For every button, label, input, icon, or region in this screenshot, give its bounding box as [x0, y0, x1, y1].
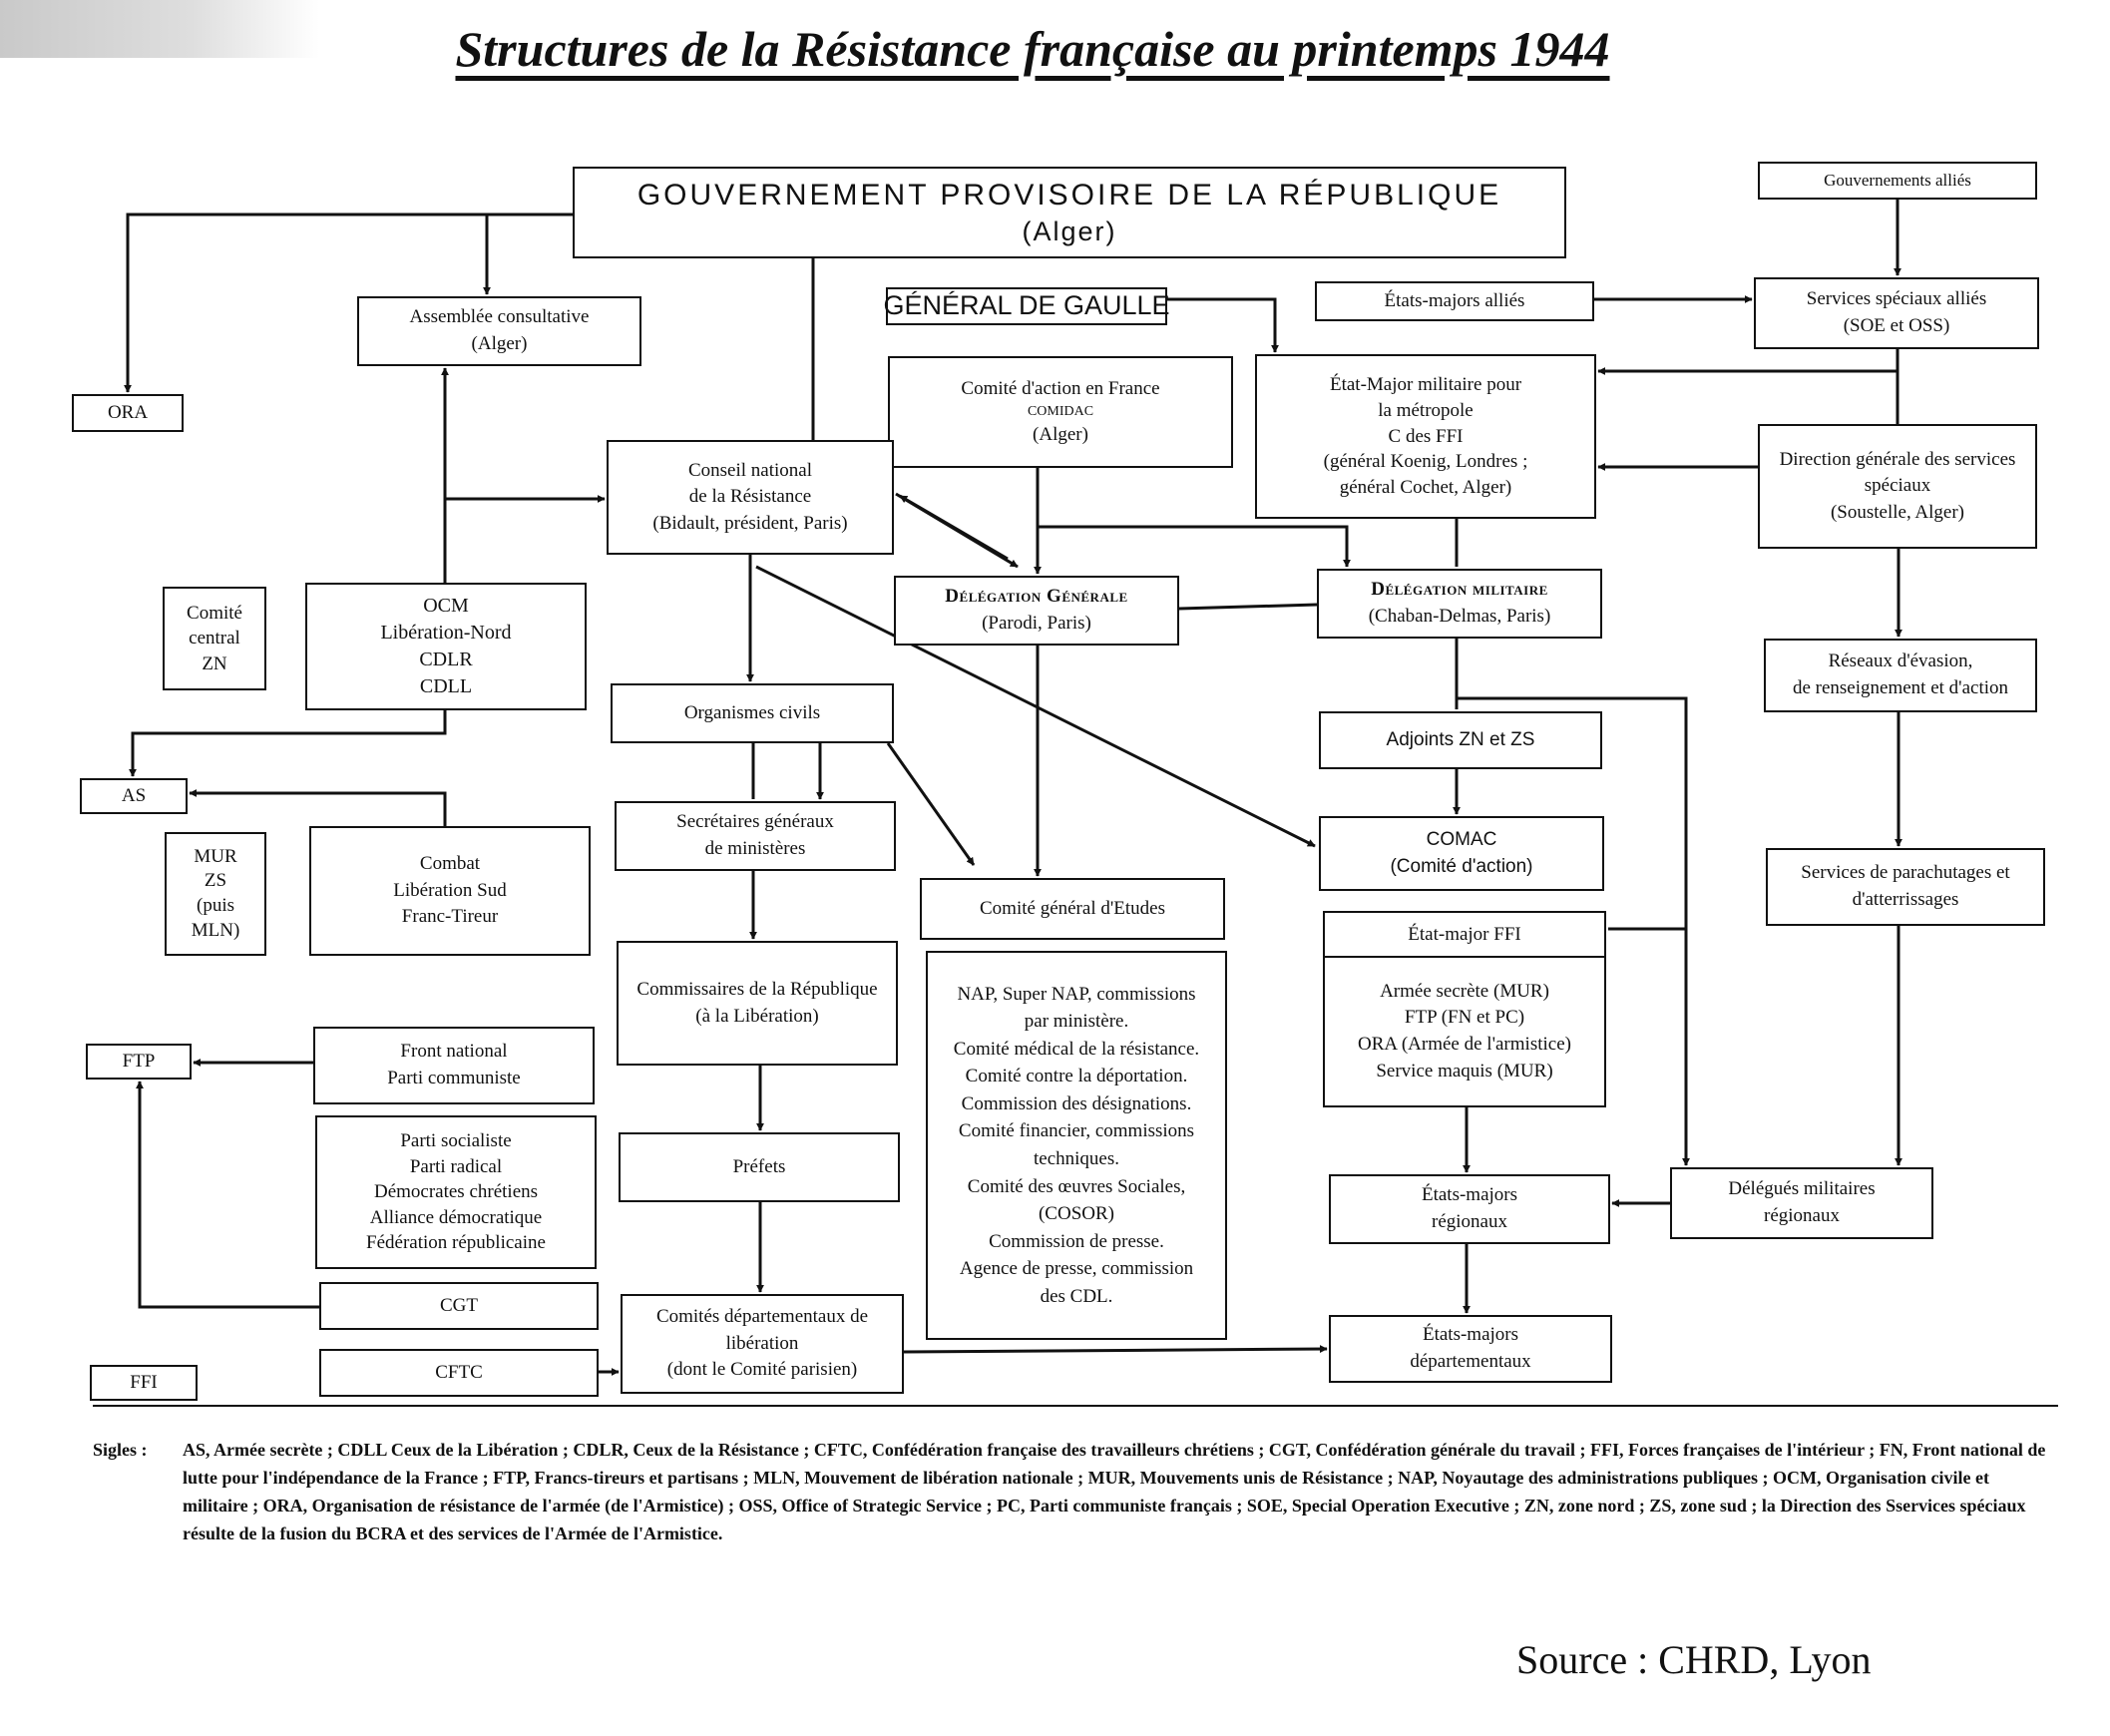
- nap-line: Comité contre la déportation.: [965, 1066, 1188, 1087]
- em-regionaux-line: régionaux: [1432, 1211, 1507, 1232]
- reseaux-evasion-box: [1764, 639, 2037, 712]
- comidac-box: [888, 356, 1233, 468]
- prefets-line: Préfets: [732, 1155, 786, 1177]
- cnr-line: (Bidault, président, Paris): [652, 512, 848, 534]
- delegues-line: régionaux: [1764, 1205, 1840, 1226]
- connector-20: [1038, 527, 1347, 567]
- em-metropole-line: (général Koenig, Londres ;: [1323, 451, 1528, 473]
- services-allies-line: Services spéciaux alliés: [1806, 288, 1987, 310]
- front-national-box: [313, 1027, 595, 1104]
- etat-major-ffi-box: [1323, 911, 1606, 959]
- cdl-line: (dont le Comité parisien): [666, 1359, 858, 1381]
- emffi-units-line: ORA (Armée de l'armistice): [1358, 1034, 1571, 1055]
- em-metropole-line: C des FFI: [1388, 425, 1464, 447]
- em-metropole-line: État-Major militaire pour: [1329, 374, 1522, 396]
- em-allies-line: États-majors alliés: [1384, 289, 1525, 311]
- secretaires-line: Secrétaires généraux: [676, 811, 834, 833]
- direction-services-speciaux-box: [1758, 424, 2037, 549]
- delegation-generale-box: [894, 576, 1179, 646]
- cftc-box: [319, 1349, 599, 1397]
- comite-zn-line: central: [189, 628, 240, 650]
- dgss-line: Direction générale des services: [1779, 448, 2016, 470]
- commissaires-line: Commissaires de la République: [636, 978, 878, 1000]
- secretaires-line: de ministères: [704, 838, 806, 859]
- delegues-militaires-box: [1670, 1167, 1933, 1239]
- gpr-line: (Alger): [1022, 216, 1117, 246]
- commissaires-line: (à la Libération): [695, 1005, 819, 1027]
- combat-box: [309, 826, 591, 956]
- comites-departementaux-box: [621, 1294, 904, 1394]
- secretaires-generaux-box: [615, 801, 896, 871]
- comidac-line: COMIDAC: [1027, 404, 1094, 420]
- em-metropole-line: la métropole: [1378, 400, 1474, 422]
- emffi-units-line: FTP (FN et PC): [1404, 1007, 1525, 1029]
- dgss-line: spéciaux: [1864, 475, 1931, 497]
- nap-line: Comité des œuvres Sociales,: [967, 1175, 1186, 1197]
- as-line: AS: [121, 784, 147, 806]
- em-dep-line: départementaux: [1410, 1351, 1531, 1372]
- reseaux-line: de renseignement et d'action: [1792, 677, 2009, 698]
- mur-zs-box: [165, 832, 266, 956]
- gouvernements-allies-box: [1758, 162, 2037, 200]
- commissaires-republique-box: [617, 941, 898, 1066]
- connector-38: [140, 1082, 319, 1307]
- nap-line: par ministère.: [1024, 1011, 1129, 1033]
- dgss-line: (Soustelle, Alger): [1830, 501, 1965, 523]
- gouvernement-provisoire-box: [573, 167, 1566, 258]
- partis-line: Parti radical: [409, 1155, 503, 1177]
- combat-line: Libération Sud: [393, 879, 507, 901]
- mur-line: (puis: [197, 895, 234, 916]
- assemblee-consultative-box: [357, 296, 641, 366]
- comac-line: COMAC: [1426, 828, 1497, 850]
- partis-line: Fédération républicaine: [366, 1232, 546, 1254]
- cgt-box: [319, 1282, 599, 1330]
- emffi-units-line: Armée secrète (MUR): [1380, 980, 1549, 1002]
- comidac-line: (Alger): [1033, 423, 1088, 445]
- comite-zn-line: ZN: [202, 652, 227, 674]
- organismes-civils-box: [611, 683, 894, 743]
- parachutages-line: Services de parachutages et: [1801, 862, 2010, 884]
- connector-26: [888, 743, 974, 865]
- etats-majors-regionaux-box: [1329, 1174, 1610, 1244]
- comite-central-zn-box: [163, 587, 266, 690]
- ocm-line: CDLR: [419, 649, 473, 670]
- ftp-box: [86, 1044, 192, 1080]
- legend-divider: [93, 1405, 2058, 1407]
- nap-commissions-box: [926, 951, 1227, 1340]
- comite-general-etudes-box: [920, 878, 1225, 940]
- diagram-title: Structures de la Résistance française au printemps 1944: [455, 21, 1610, 77]
- combat-line: Combat: [419, 853, 481, 875]
- legend-text: AS, Armée secrète ; CDLL Ceux de la Libération ; CDLR, Ceux de la Résistance ; CFTC, Confédération française des travailleurs chrétiens ; CGT, Confédération générale du travail ; FFI, Forces françaises de l'intérieur ; FN, Front national de lutte pour l'indépendance de la France ; FTP, Francs-tireurs et partisans ; MLN, Mouvement de libération nationale ; MUR, Mouvements unis de Résistance ; NAP, Noyautage des administrations publiques ; OCM, Organisation civile et militaire ; ORA, Organisation de résistance de l'armée (de l'Armistice) ; OSS, Office of Strategic Service ; PC, Parti communiste français ; SOE, Special Operation Executive ; ZN, zone nord ; ZS, zone sud ; la Direction des Sservices spéciaux résulte de la fusion du BCRA et des services de l'Armée de l'Armistice.: [183, 1440, 2046, 1543]
- nap-line: Comité financier, commissions: [958, 1120, 1195, 1142]
- services-parachutages-box: [1766, 848, 2045, 926]
- assemblee-line: (Alger): [471, 333, 528, 354]
- cdl-line: libération: [725, 1332, 799, 1354]
- parachutages-line: d'atterrissages: [1852, 889, 1959, 910]
- ffi-box: [90, 1365, 198, 1401]
- general-de-gaulle-box: [883, 287, 1170, 325]
- em-dep-line: États-majors: [1422, 1324, 1519, 1346]
- cgt-line: CGT: [440, 1294, 478, 1316]
- ora-box-left: [72, 394, 184, 432]
- comite-zn-line: Comité: [187, 602, 242, 624]
- cge-line: Comité général d'Etudes: [980, 897, 1165, 919]
- assemblee-line: Assemblée consultative: [409, 306, 590, 328]
- services-speciaux-allies-box: [1754, 277, 2039, 349]
- comac-line: (Comité d'action): [1390, 855, 1533, 877]
- deleg-gen-line: Délégation Générale: [945, 586, 1128, 608]
- connector-18: [900, 496, 1008, 559]
- partis-line: Démocrates chrétiens: [373, 1181, 539, 1203]
- connector-41: [1179, 605, 1317, 609]
- connector-3: [1167, 299, 1275, 352]
- connector-15: [133, 710, 445, 776]
- mur-line: ZS: [204, 870, 227, 892]
- gpr-line: GOUVERNEMENT PROVISOIRE DE LA RÉPUBLIQUE: [636, 178, 1502, 212]
- ocm-line: CDLL: [419, 675, 473, 697]
- comac-box: [1319, 816, 1604, 891]
- deleg-mil-line: Délégation militaire: [1371, 579, 1548, 601]
- em-metropole-line: général Cochet, Alger): [1339, 476, 1512, 498]
- partis-line: Alliance démocratique: [369, 1206, 543, 1228]
- legend-label: Sigles :: [93, 1440, 148, 1460]
- delegation-militaire-box: [1317, 569, 1602, 639]
- mur-line: MLN): [191, 919, 240, 941]
- nap-line: (COSOR): [1038, 1203, 1114, 1225]
- nap-line: Agence de presse, commission: [959, 1258, 1194, 1280]
- nap-line: des CDL.: [1040, 1285, 1113, 1307]
- reseaux-line: Réseaux d'évasion,: [1828, 651, 1973, 672]
- front-national-line: Parti communiste: [387, 1068, 521, 1088]
- ocm-line: Libération-Nord: [380, 622, 512, 644]
- source-credit: Source : CHRD, Lyon: [1516, 1637, 1872, 1682]
- etats-majors-departementaux-box: [1329, 1315, 1612, 1383]
- combat-line: Franc-Tireur: [401, 906, 499, 928]
- cnr-line: de la Résistance: [688, 486, 812, 508]
- connector-40: [904, 1349, 1327, 1352]
- nap-line: Commission de presse.: [989, 1230, 1164, 1252]
- delegues-line: Délégués militaires: [1728, 1178, 1876, 1200]
- ocm-box: [305, 583, 587, 710]
- cftc-line: CFTC: [435, 1361, 483, 1383]
- adjoints-zn-zs-box: [1319, 711, 1602, 769]
- nap-line: NAP, Super NAP, commissions: [957, 983, 1196, 1005]
- mur-line: MUR: [194, 845, 237, 867]
- ocm-line: OCM: [423, 595, 469, 617]
- cdl-line: Comités départementaux de: [655, 1306, 869, 1328]
- prefets-box: [619, 1132, 900, 1202]
- ftp-line: FTP: [122, 1050, 156, 1072]
- gouv-allies-line: Gouvernements alliés: [1824, 171, 1971, 191]
- services-allies-line: (SOE et OSS): [1843, 315, 1950, 336]
- deleg-mil-line: (Chaban-Delmas, Paris): [1368, 606, 1551, 627]
- emffi-line: État-major FFI: [1408, 923, 1521, 945]
- nap-line: Commission des désignations.: [961, 1092, 1192, 1114]
- front-national-line: Front national: [400, 1041, 508, 1063]
- emffi-units-line: Service maquis (MUR): [1376, 1060, 1553, 1082]
- ffi-line: FFI: [130, 1371, 158, 1393]
- etats-majors-allies-box: [1315, 281, 1594, 321]
- em-regionaux-line: États-majors: [1421, 1184, 1518, 1206]
- etat-major-metropole-box: [1255, 354, 1596, 519]
- nap-line: Comité médical de la résistance.: [953, 1038, 1200, 1060]
- deleg-gen-line: (Parodi, Paris): [982, 613, 1091, 634]
- conseil-national-resistance-box: [607, 440, 894, 555]
- comidac-line: Comité d'action en France: [961, 377, 1160, 399]
- cnr-line: Conseil national: [687, 459, 812, 481]
- etat-major-ffi-units-box: [1323, 956, 1606, 1107]
- partis-line: Parti socialiste: [400, 1129, 512, 1151]
- adjoints-line: Adjoints ZN et ZS: [1386, 728, 1535, 750]
- connector-16: [190, 793, 445, 826]
- de-gaulle-line: GÉNÉRAL DE GAULLE: [883, 290, 1170, 321]
- as-box: [80, 778, 188, 814]
- org-civils-line: Organismes civils: [683, 701, 821, 723]
- partis-box: [315, 1115, 597, 1269]
- ora-left-line: ORA: [107, 401, 149, 423]
- nap-line: techniques.: [1033, 1148, 1119, 1169]
